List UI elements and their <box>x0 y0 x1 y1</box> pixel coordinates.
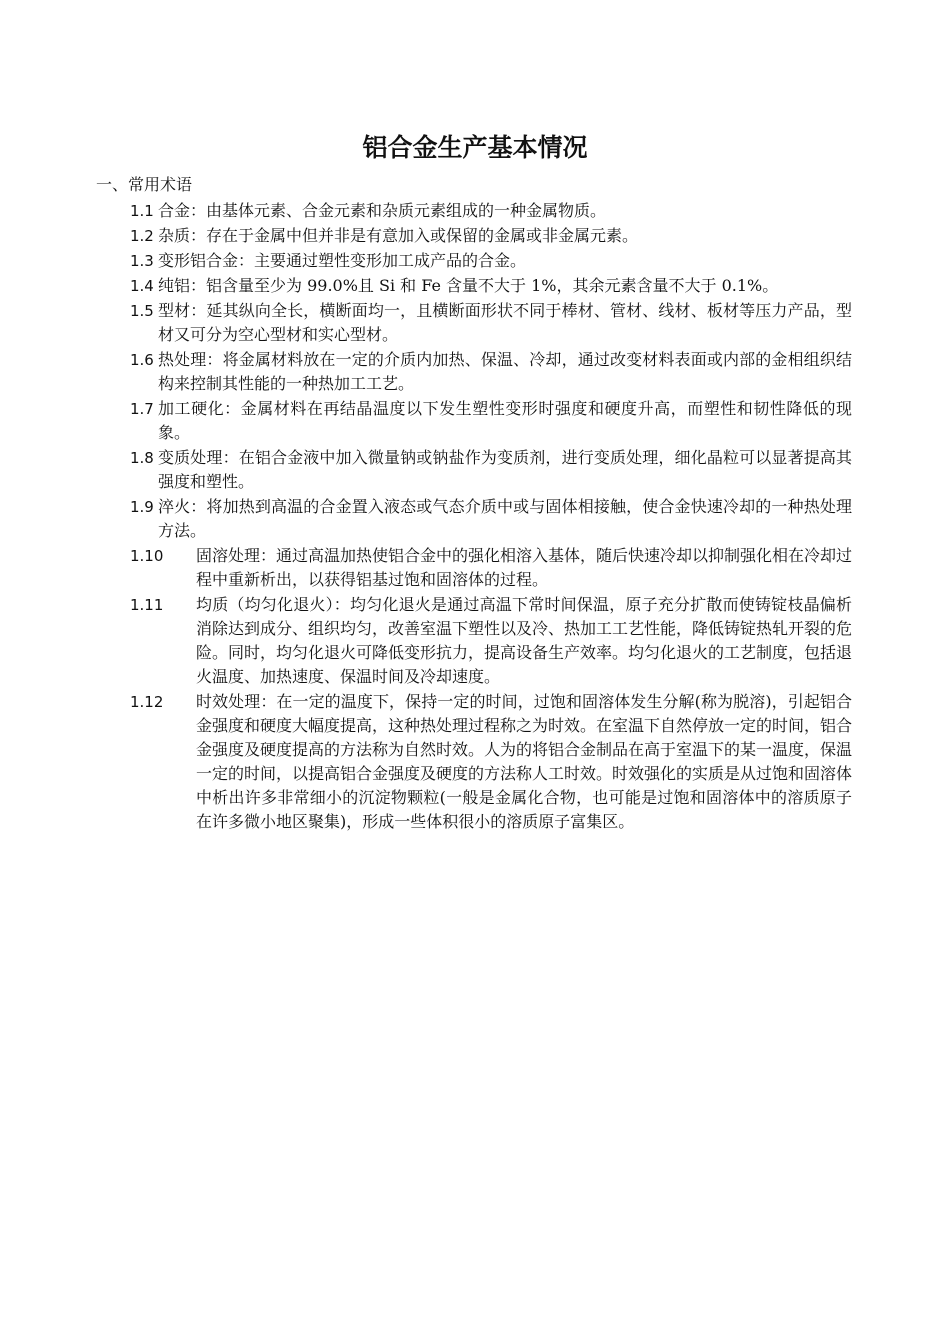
term-item <box>130 299 852 347</box>
term-item <box>130 495 852 543</box>
term-item <box>130 274 852 298</box>
term-number: 1.1 <box>130 202 154 220</box>
term-text: 时效处理：在一定的温度下，保持一定的时间，过饱和固溶体发生分解(称为脱溶)，引起铝合金强度和硬度大幅度提高，这种热处理过程称之为时效。在室温下自然停放一定的时间，铝合金强度及硬度提高的方法称为自然时效。人为的将铝合金制品在高于室温下的某一温度，保温一定的时间，以提高铝合金强度及硬度的方法称人工时效。时效强化的实质是从过饱和固溶体中析出许多非常细小的沉淀物颗粒(一般是金属化合物，也可能是过饱和固溶体中的溶质原子在许多微小地区聚集)，形成一些体积很小的溶质原子富集区。 <box>196 692 853 831</box>
term-text: 纯铝：铝含量至少为 99.0%且 Si 和 Fe 含量不大于 1%，其余元素含量不大于 0.1%。 <box>158 276 779 295</box>
term-item <box>130 199 852 223</box>
term-number: 1.10 <box>130 547 164 565</box>
term-number: 1.3 <box>130 252 154 270</box>
term-text: 均质（均匀化退火）：均匀化退火是通过高温下常时间保温，原子充分扩散而使铸锭枝晶偏析消除达到成分、组织均匀，改善室温下塑性以及冷、热加工工艺性能，降低铸锭热轧开裂的危险。同时，均匀化退火可降低变形抗力，提高设备生产效率。均匀化退火的工艺制度，包括退火温度、加热速度、保温时间及冷却速度。 <box>196 595 853 686</box>
document-title: 铝合金生产基本情况 <box>362 133 588 162</box>
terms-list <box>130 199 852 835</box>
term-item <box>130 249 852 273</box>
term-text: 固溶处理：通过高温加热使铝合金中的强化相溶入基体，随后快速冷却以抑制强化相在冷却过程中重新析出，以获得铝基过饱和固溶体的过程。 <box>196 546 853 589</box>
term-item <box>130 544 852 592</box>
term-item <box>130 397 852 445</box>
term-text: 型材：延其纵向全长，横断面均一，且横断面形状不同于棒材、管材、线材、板材等压力产品，型材又可分为空心型材和实心型材。 <box>158 301 852 344</box>
term-number: 1.2 <box>130 227 154 245</box>
term-number: 1.5 <box>130 302 154 320</box>
term-item <box>130 224 852 248</box>
term-item <box>130 690 852 834</box>
term-number: 1.8 <box>130 449 154 467</box>
term-text: 杂质：存在于金属中但并非是有意加入或保留的金属或非金属元素。 <box>158 226 639 245</box>
term-text: 变质处理：在铝合金液中加入微量钠或钠盐作为变质剂，进行变质处理，细化晶粒可以显著提高其强度和塑性。 <box>158 448 852 491</box>
term-text: 淬火：将加热到高温的合金置入液态或气态介质中或与固体相接触，使合金快速冷却的一种热处理方法。 <box>158 497 852 540</box>
term-text: 变形铝合金：主要通过塑性变形加工成产品的合金。 <box>158 251 527 270</box>
term-item <box>130 593 852 689</box>
term-number: 1.7 <box>130 400 154 418</box>
term-number: 1.12 <box>130 693 164 711</box>
term-item <box>130 446 852 494</box>
term-item <box>130 348 852 396</box>
term-number: 1.11 <box>130 596 164 614</box>
term-text: 加工硬化：金属材料在再结晶温度以下发生塑性变形时强度和硬度升高，而塑性和韧性降低的现象。 <box>158 399 852 442</box>
term-text: 合金：由基体元素、合金元素和杂质元素组成的一种金属物质。 <box>158 201 607 220</box>
term-number: 1.6 <box>130 351 154 369</box>
term-text: 热处理：将金属材料放在一定的介质内加热、保温、冷却，通过改变材料表面或内部的金相组织结构来控制其性能的一种热加工工艺。 <box>158 350 852 393</box>
term-number: 1.9 <box>130 498 154 516</box>
section-heading: 一、常用术语 <box>96 175 193 194</box>
term-number: 1.4 <box>130 277 154 295</box>
